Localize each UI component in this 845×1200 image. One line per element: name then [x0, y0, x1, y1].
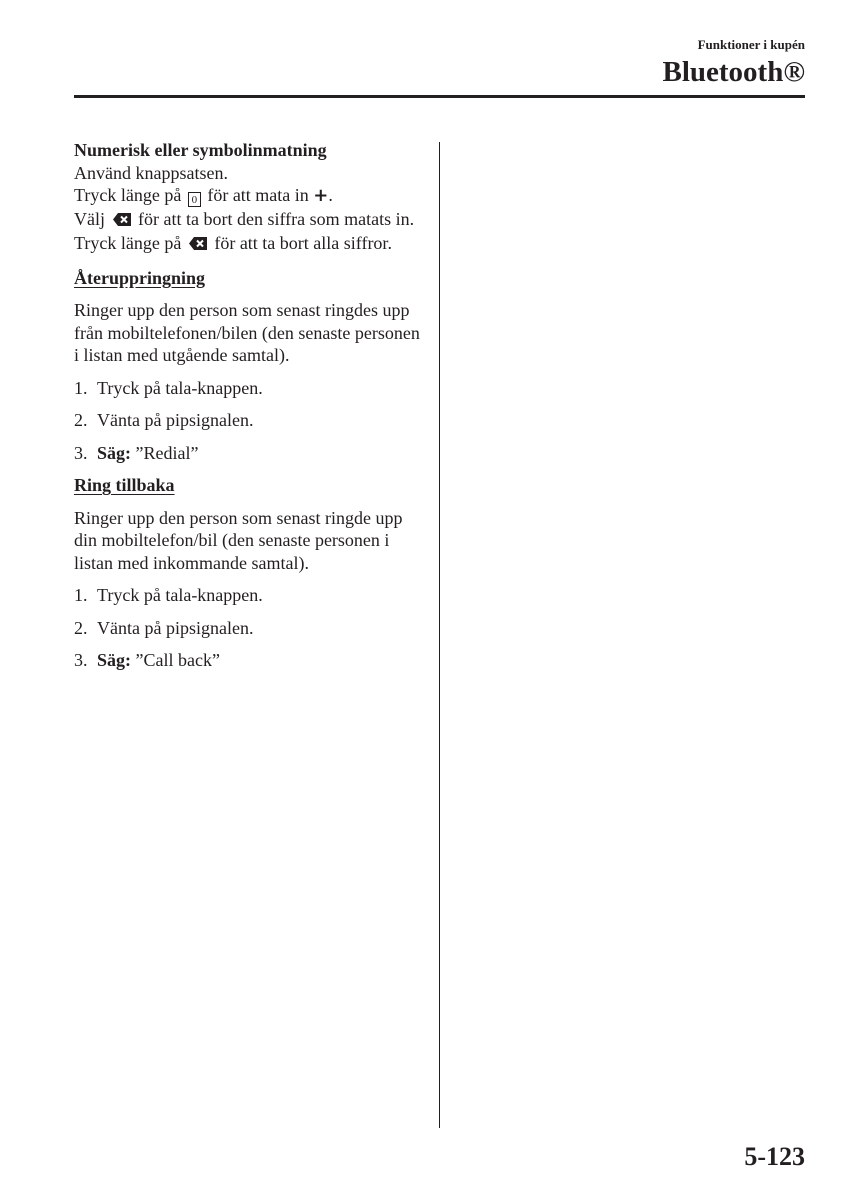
list-item: [74, 617, 426, 640]
step-keyword: Säg:: [97, 650, 132, 670]
step-number: 3.: [74, 650, 88, 670]
column-divider: [439, 142, 440, 1128]
line3-prefix: Välj: [74, 208, 105, 229]
step-keyword: Säg:: [97, 442, 132, 463]
list-item: [74, 649, 426, 672]
step-text: Vänta på pipsignalen.: [97, 617, 254, 638]
delete-key-icon: [112, 210, 132, 233]
delete-key-icon: [188, 234, 208, 257]
redial-description: Ringer upp den person som senast ringdes upp från mobiltelefonen/bilen (den senaste personen i listan med utgående samtal).: [74, 300, 420, 365]
zero-key-icon: 0: [188, 192, 201, 207]
step-number: 3.: [74, 442, 88, 463]
numeric-input-heading: Numerisk eller symbolinmatning: [74, 140, 327, 160]
step-number: 1.: [74, 585, 88, 605]
redial-heading: Återuppringning: [74, 267, 206, 288]
numeric-input-line4: [74, 232, 426, 257]
line2-suffix: .: [328, 185, 333, 205]
list-item: [74, 377, 426, 400]
left-column: [74, 139, 426, 682]
step-number: 2.: [74, 410, 88, 430]
line3-suffix: för att ta bort den siffra som matats in.: [138, 208, 415, 229]
page-title: Bluetooth®: [662, 56, 805, 88]
step-number: 1.: [74, 377, 88, 398]
line2-prefix: Tryck länge på: [74, 185, 182, 205]
step-text: ”Call back”: [131, 650, 220, 670]
step-number: 2.: [74, 617, 88, 638]
line4-suffix: för att ta bort alla siffror.: [214, 233, 392, 253]
step-text: Tryck på tala-knappen.: [97, 585, 263, 605]
page-number: 5-123: [744, 1142, 805, 1171]
step-text: Vänta på pipsignalen.: [97, 410, 254, 430]
line2-middle: för att mata in: [207, 185, 309, 205]
list-item: [74, 442, 426, 465]
step-text: ”Redial”: [131, 442, 199, 463]
plus-icon: +: [313, 185, 329, 206]
numeric-input-line2: [74, 184, 426, 208]
list-item: [74, 409, 426, 432]
list-item: [74, 584, 426, 607]
header-divider: [74, 95, 805, 98]
numeric-input-line1: Använd knappsatsen.: [74, 162, 228, 183]
step-text: Tryck på tala-knappen.: [97, 377, 263, 398]
call-back-description: Ringer upp den person som senast ringde upp din mobiltelefon/bil (den senaste personen i listan med inkommande samtal).: [74, 507, 403, 573]
line4-prefix: Tryck länge på: [74, 233, 182, 253]
section-title: Funktioner i kupén: [697, 37, 805, 52]
call-back-heading: Ring tillbaka: [74, 475, 175, 495]
numeric-input-line3: [74, 208, 426, 233]
